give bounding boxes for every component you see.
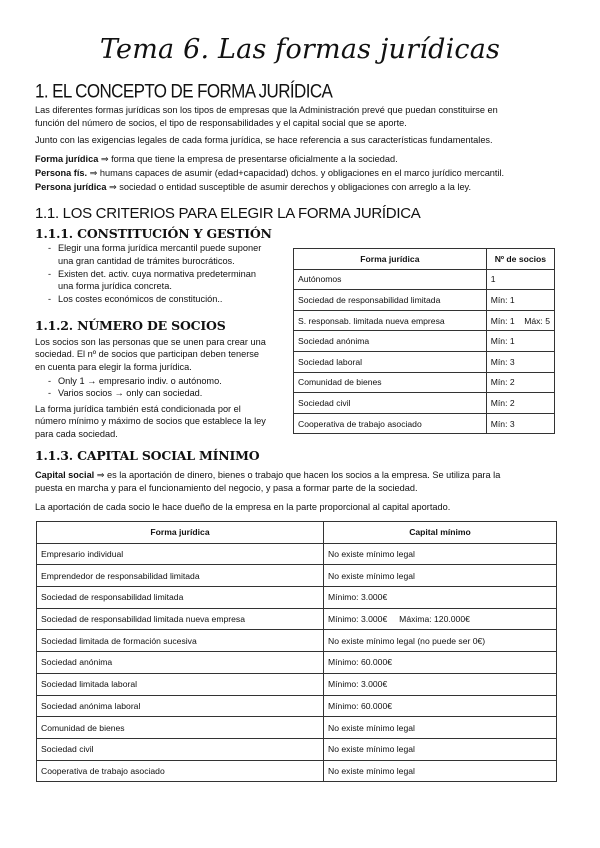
- list-item: - Los costes económicos de constitución..: [48, 293, 288, 306]
- definition-persona-fisica: [35, 167, 580, 180]
- table-row: [37, 738, 557, 760]
- definition-text: ⇒ humans capaces de asumir (edad+capacidad) dchos. y obligaciones en el marco jurídico mercantil.: [87, 168, 505, 178]
- table-cell: Sociedad civil: [37, 738, 324, 760]
- table-cell: No existe mínimo legal: [324, 760, 557, 782]
- subsection-heading-socios: 1.1.2. NÚMERO DE SOCIOS: [35, 318, 226, 333]
- definition-text: ⇒ es la aportación de dinero, bienes o trabajo que hacen los socios a la empresa. Se utiliza para la: [94, 470, 501, 480]
- table-row: [37, 587, 557, 609]
- list-item: - Existen det. activ. cuya normativa predeterminan: [48, 268, 288, 281]
- table-cell: Sociedad laboral: [294, 351, 487, 372]
- table-cell: Comunidad de bienes: [37, 717, 324, 739]
- table-cell: Mín: 2: [486, 393, 554, 414]
- table-row: [37, 695, 557, 717]
- paragraph-intro-1b: función del número de socios, el tipo de responsabilidades y el capital social que se aporte.: [35, 118, 407, 128]
- definition-term: Persona fís.: [35, 168, 88, 178]
- table-cell: Mínimo: 3.000€: [324, 587, 557, 609]
- page-title: Tema 6. Las formas jurídicas: [99, 34, 501, 65]
- table-cell: Comunidad de bienes: [294, 372, 487, 393]
- table-row: [294, 310, 555, 331]
- table-row: [294, 393, 555, 414]
- table-cell: Emprendedor de responsabilidad limitada: [37, 565, 324, 587]
- table-cell: Sociedad de responsabilidad limitada nueva empresa: [37, 608, 324, 630]
- list-item: - Elegir una forma jurídica mercantil puede suponer: [48, 242, 288, 255]
- definition-forma-juridica: [35, 153, 575, 166]
- paragraph-intro-1a: Las diferentes formas jurídicas son los tipos de empresas que la Administración prevé que puedan constituirse en: [35, 105, 498, 115]
- list-socios: [48, 375, 288, 400]
- table-cell: Cooperativa de trabajo asociado: [294, 413, 487, 434]
- table-cell: Mínimo: 3.000€: [324, 673, 557, 695]
- table-cell: Mín: 3: [486, 351, 554, 372]
- definition-term: Forma jurídica: [35, 154, 99, 164]
- table-cell: Sociedad de responsabilidad limitada: [294, 290, 487, 311]
- definition-text: ⇒ sociedad o entidad susceptible de asumir derechos y obligaciones con arreglo a la ley.: [106, 182, 472, 192]
- list-item-text: una gran cantidad de trámites burocráticos.: [58, 255, 235, 266]
- definition-term: Persona jurídica: [35, 182, 107, 192]
- table-row: [294, 372, 555, 393]
- table-row: [294, 290, 555, 311]
- subsection-heading-constitucion: 1.1.1. CONSTITUCIÓN Y GESTIÓN: [35, 226, 272, 241]
- table-cell: Mín: 1 Máx: 5: [486, 310, 554, 331]
- table-row: [37, 652, 557, 674]
- table-cell: Mín: 3: [486, 413, 554, 434]
- table-row: [294, 351, 555, 372]
- table-row: [294, 413, 555, 434]
- paragraph-line: sociedad. El nº de socios que participan deben tenerse: [35, 349, 260, 360]
- section-heading-criterios: 1.1. LOS CRITERIOS PARA ELEGIR LA FORMA JURÍDICA: [35, 205, 421, 222]
- table-row: [37, 565, 557, 587]
- list-constitucion: [48, 242, 288, 306]
- paragraph-aportacion: La aportación de cada socio le hace dueño de la empresa en la parte proporcional al capital aportado.: [35, 502, 451, 512]
- paragraph-socios-ley: [35, 403, 295, 440]
- paragraph-line: para cada sociedad.: [35, 428, 118, 439]
- table-cell: Autónomos: [294, 269, 487, 290]
- table-row: [294, 269, 555, 290]
- table-capital-minimo: [36, 521, 557, 782]
- table-row: [37, 760, 557, 782]
- table-cell: Sociedad civil: [294, 393, 487, 414]
- table-cell: Sociedad anónima: [37, 652, 324, 674]
- table-row: [37, 673, 557, 695]
- paragraph-intro-2: Junto con las exigencias legales de cada forma jurídica, se hace referencia a sus características fundamentales.: [35, 135, 493, 145]
- column-header: Nº de socios: [486, 249, 554, 270]
- table-cell: No existe mínimo legal: [324, 565, 557, 587]
- table-cell: Sociedad limitada de formación sucesiva: [37, 630, 324, 652]
- table-row: [37, 543, 557, 565]
- column-header: Forma jurídica: [37, 522, 324, 544]
- column-header: Capital mínimo: [324, 522, 557, 544]
- table-cell: 1: [486, 269, 554, 290]
- list-item: - Only 1 → empresario indiv. o autónomo.: [48, 375, 288, 387]
- table-cell: Mínimo: 60.000€: [324, 695, 557, 717]
- paragraph-line: en cuenta para elegir la forma jurídica.: [35, 361, 192, 372]
- definition-persona-juridica: [35, 181, 575, 194]
- table-row: [294, 331, 555, 352]
- table-cell: Cooperativa de trabajo asociado: [37, 760, 324, 782]
- table-cell: Mínimo: 60.000€: [324, 652, 557, 674]
- definition-term: Capital social: [35, 470, 95, 480]
- list-item-text: una forma jurídica concreta.: [58, 281, 172, 292]
- table-row: [37, 717, 557, 739]
- table-cell: Mín: 1: [486, 331, 554, 352]
- table-cell: No existe mínimo legal: [324, 543, 557, 565]
- list-item: - Varios socios → only can sociedad.: [48, 387, 288, 399]
- paragraph-line: número mínimo y máximo de socios que establece la ley: [35, 416, 266, 427]
- table-cell: Mínimo: 3.000€ Máxima: 120.000€: [324, 608, 557, 630]
- subsection-heading-capital: 1.1.3. CAPITAL SOCIAL MÍNIMO: [35, 448, 260, 463]
- paragraph-intro-1: [35, 104, 570, 130]
- table-header-row: [294, 249, 555, 270]
- list-item-continuation: [48, 255, 288, 268]
- definition-text: ⇒ forma que tiene la empresa de presentarse oficialmente a la sociedad.: [98, 154, 398, 164]
- definition-text-continued: puesta en marcha y para el funcionamiento del negocio, y pasa a formar parte de la sociedad.: [35, 483, 418, 493]
- table-cell: Mín: 1: [486, 290, 554, 311]
- table-numero-socios: [293, 248, 555, 434]
- table-row: [37, 630, 557, 652]
- column-header: Forma jurídica: [294, 249, 487, 270]
- definition-capital-social: [35, 469, 580, 495]
- table-cell: No existe mínimo legal (no puede ser 0€): [324, 630, 557, 652]
- section-heading-concepto: 1. EL CONCEPTO DE FORMA JURÍDICA: [35, 80, 333, 102]
- table-cell: Sociedad limitada laboral: [37, 673, 324, 695]
- paragraph-line: Los socios son las personas que se unen para crear una: [35, 337, 266, 347]
- paragraph-socios: [35, 336, 290, 373]
- table-cell: Mín: 2: [486, 372, 554, 393]
- table-cell: S. responsab. limitada nueva empresa: [294, 310, 487, 331]
- table-header-row: [37, 522, 557, 544]
- table-cell: Sociedad anónima laboral: [37, 695, 324, 717]
- table-row: [37, 608, 557, 630]
- paragraph-line: La forma jurídica también está condicionada por el: [35, 404, 241, 414]
- table-cell: Empresario individual: [37, 543, 324, 565]
- list-item-continuation: [48, 280, 288, 293]
- table-cell: No existe mínimo legal: [324, 717, 557, 739]
- table-cell: Sociedad de responsabilidad limitada: [37, 587, 324, 609]
- table-cell: No existe mínimo legal: [324, 738, 557, 760]
- table-cell: Sociedad anónima: [294, 331, 487, 352]
